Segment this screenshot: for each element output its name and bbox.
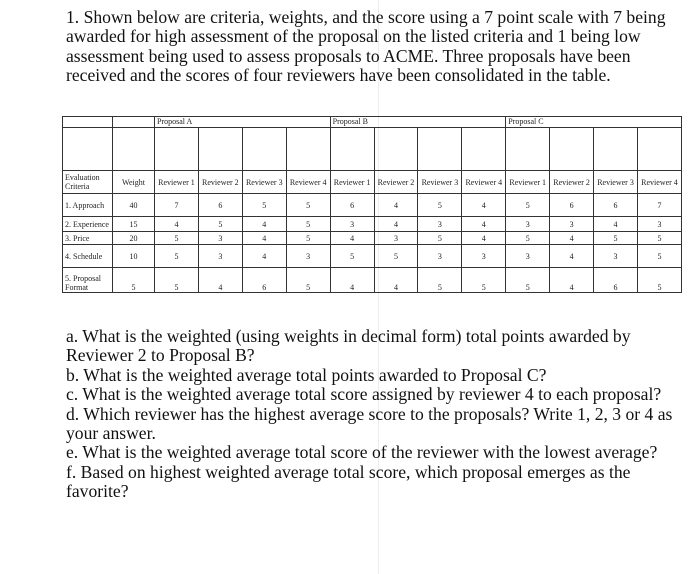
- reviewer-header: Reviewer 2: [550, 171, 594, 194]
- score-cell: 5: [242, 194, 286, 217]
- table-row: [63, 194, 682, 217]
- score-cell: 4: [462, 232, 506, 245]
- score-cell: 6: [594, 194, 638, 217]
- criteria-cell: 3. Price: [63, 232, 113, 245]
- score-cell: 5: [462, 268, 506, 293]
- weight-cell: 40: [113, 194, 155, 217]
- question-list: [66, 327, 686, 502]
- score-cell: 6: [330, 194, 374, 217]
- score-cell: 5: [286, 217, 330, 232]
- score-cell: 6: [550, 194, 594, 217]
- score-cell: 3: [637, 217, 681, 232]
- scores-table-container: [62, 116, 682, 293]
- weight-cell: 10: [113, 245, 155, 268]
- table-row: [63, 245, 682, 268]
- score-cell: 4: [594, 217, 638, 232]
- reviewer-header: Reviewer 1: [155, 171, 199, 194]
- score-cell: 3: [198, 245, 242, 268]
- score-cell: 3: [286, 245, 330, 268]
- weight-cell: 15: [113, 217, 155, 232]
- reviewer-header: Reviewer 1: [506, 171, 550, 194]
- scores-table: [62, 116, 682, 293]
- proposal-b-header: Proposal B: [330, 117, 506, 128]
- score-cell: 4: [330, 232, 374, 245]
- score-cell: 5: [418, 232, 462, 245]
- score-cell: 5: [506, 194, 550, 217]
- question-c: c. What is the weighted average total score assigned by reviewer 4 to each proposal?: [66, 384, 662, 405]
- question-d: d. Which reviewer has the highest average score to the proposals? Write 1, 2, 3 or 4 as your answer.: [66, 403, 673, 444]
- score-cell: 4: [374, 268, 418, 293]
- reviewer-header: Reviewer 3: [418, 171, 462, 194]
- reviewer-header: Reviewer 3: [242, 171, 286, 194]
- score-cell: 4: [550, 232, 594, 245]
- table-row: [63, 232, 682, 245]
- column-header-row: [63, 171, 682, 194]
- score-cell: 4: [198, 268, 242, 293]
- weight-cell: 5: [113, 268, 155, 293]
- question-b: b. What is the weighted average total points awarded to Proposal C?: [66, 364, 547, 385]
- weight-column-header: Weight: [113, 171, 155, 194]
- score-cell: 5: [637, 232, 681, 245]
- proposal-a-header: Proposal A: [155, 117, 331, 128]
- criteria-cell: 2. Experience: [63, 217, 113, 232]
- score-cell: 3: [550, 217, 594, 232]
- score-cell: 6: [242, 268, 286, 293]
- reviewer-header: Reviewer 4: [637, 171, 681, 194]
- score-cell: 5: [198, 217, 242, 232]
- score-cell: 5: [155, 268, 199, 293]
- score-cell: 5: [155, 232, 199, 245]
- empty-cell: [113, 117, 155, 128]
- score-cell: 4: [462, 217, 506, 232]
- score-cell: 4: [550, 268, 594, 293]
- criteria-cell: 5. Proposal Format: [63, 268, 113, 293]
- score-cell: 5: [637, 245, 681, 268]
- score-cell: 6: [594, 268, 638, 293]
- reviewer-header: Reviewer 4: [286, 171, 330, 194]
- score-cell: 4: [155, 217, 199, 232]
- reviewer-header: Reviewer 2: [198, 171, 242, 194]
- score-cell: 5: [330, 245, 374, 268]
- score-cell: 4: [242, 232, 286, 245]
- score-cell: 5: [506, 268, 550, 293]
- score-cell: 5: [374, 245, 418, 268]
- reviewer-header: Reviewer 1: [330, 171, 374, 194]
- score-cell: 7: [155, 194, 199, 217]
- score-cell: 3: [198, 232, 242, 245]
- weight-cell: 20: [113, 232, 155, 245]
- score-cell: 3: [462, 245, 506, 268]
- proposal-group-row: [63, 117, 682, 128]
- score-cell: 6: [198, 194, 242, 217]
- score-cell: 5: [418, 268, 462, 293]
- score-cell: 5: [155, 245, 199, 268]
- score-cell: 4: [330, 268, 374, 293]
- table-row: [63, 217, 682, 232]
- score-cell: 5: [637, 268, 681, 293]
- score-cell: 5: [286, 268, 330, 293]
- score-cell: 3: [506, 245, 550, 268]
- score-cell: 5: [286, 194, 330, 217]
- criteria-cell: 4. Schedule: [63, 245, 113, 268]
- score-cell: 5: [418, 194, 462, 217]
- score-cell: 7: [637, 194, 681, 217]
- score-cell: 4: [462, 194, 506, 217]
- criteria-cell: 1. Approach: [63, 194, 113, 217]
- score-cell: 3: [374, 232, 418, 245]
- reviewer-header: Reviewer 3: [594, 171, 638, 194]
- score-cell: 4: [242, 245, 286, 268]
- score-cell: 5: [594, 232, 638, 245]
- score-cell: 5: [286, 232, 330, 245]
- table-row: [63, 268, 682, 293]
- score-cell: 3: [418, 217, 462, 232]
- question-f: f. Based on highest weighted average total score, which proposal emerges as the favorite?: [66, 461, 631, 502]
- question-a: a. What is the weighted (using weights in decimal form) total points awarded by Reviewer 2 to Proposal B?: [66, 326, 631, 366]
- score-cell: 4: [374, 194, 418, 217]
- score-cell: 3: [506, 217, 550, 232]
- score-cell: 3: [418, 245, 462, 268]
- question-e: e. What is the weighted average total score of the reviewer with the lowest average?: [66, 442, 658, 463]
- reviewer-header: Reviewer 4: [462, 171, 506, 194]
- problem-intro: 1. Shown below are criteria, weights, and the score using a 7 point scale with 7 being awarded for high assessment of the proposal on the listed criteria and 1 being low assessment being used to assess proposals to ACME. Three proposals have been received and the scores of four reviewers have been consolidated in the table.: [66, 7, 666, 86]
- score-cell: 4: [550, 245, 594, 268]
- score-cell: 4: [374, 217, 418, 232]
- score-cell: 3: [330, 217, 374, 232]
- reviewer-header: Reviewer 2: [374, 171, 418, 194]
- score-cell: 4: [242, 217, 286, 232]
- spacer-row: [63, 128, 682, 171]
- score-cell: 5: [506, 232, 550, 245]
- criteria-column-header: Evaluation Criteria: [63, 171, 113, 194]
- score-cell: 3: [594, 245, 638, 268]
- empty-cell: [63, 117, 113, 128]
- proposal-c-header: Proposal C: [506, 117, 682, 128]
